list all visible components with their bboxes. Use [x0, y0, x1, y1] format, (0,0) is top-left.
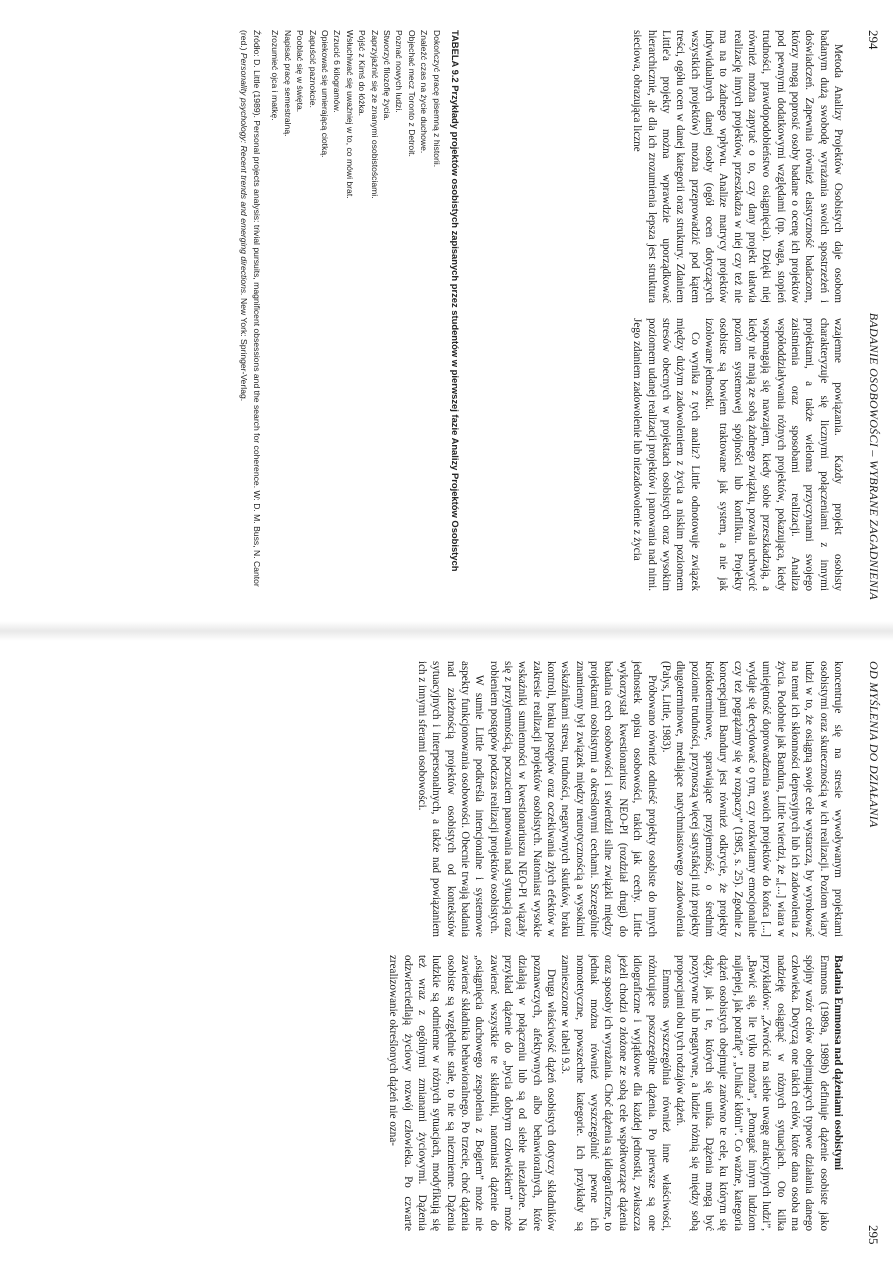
paragraph: Co wynika z tych analiz? Little odnotowuje związek między dużym zadowoleniem z życia a niskim poziomem stresów obecnych w projektach osobistych oraz wysokim poziomem udanej realizacji projektów i panowania nad nimi. Jego zdaniem zadowolenie lub niezadowolenie z życia — [631, 318, 701, 591]
paragraph: Próbowano również odnieść projekty osobiste do innych jednostek opisu osobowości, takich jak cechy. Little wykorzystał kwestionariusz NEO-PI (rozdział drugi) do badania cech osobowości i stwierdził silne związki między projektami osobistymi a określonymi cechami. Szczególnie znamienny był związek między neurotycznością a wysokimi wskaźnikami stresu, trudności, negatywnych skutków, braku kontroli, braku postępów oraz oczekiwania złych efektów w zakresie realizacji projektów osobistych. Natomiast wysokie wskaźniki sumienności w kwestionariuszu NEO-PI wiązały się z przyjemnością, poczuciem panowania nad sytuacją oraz robieniem postępów podczas realizacji projektów osobistych. — [487, 661, 658, 937]
paragraph: koncentruje się na stresie wywoływanym projektami osobistymi oraz skutecznością w ich realizacji. Poziom wiary ludzi w to, że osiągną swoje cele wystarcza, by wyrokować na temat ich skłonności depresyjnych lub ich zadowolenia z życia. Podobnie jak Bandura, Little twierdzi, że „[...] wiara w umiejętność doprowadzenia swoich projektów do końca [...] wydaje się decydować o tym, czy rozkwitamy emocjonalnie czy też pogrążamy się w rozpaczy” (1985, s. 25). Zgodnie z koncepcjami Bandury jest również odkrycie, że projekty krótkoterminowe, sprawiające przyjemność, o średnim poziomie trudności, przynoszą więcej satysfakcji niż projekty długoterminowe, mediające natychmiastowego zadowolenia (Palys, Little, 1983). — [659, 661, 844, 937]
list-item: Zrzucić 6 kilogramów. — [332, 30, 343, 113]
list-item: Zaprzyjaźnić się ze znanymi osobistościami. — [369, 30, 380, 199]
list-item: Stworzyć filozofię życia. — [381, 30, 392, 121]
source-title: Personality psychology: Recent trends and emerging directions. — [239, 52, 250, 296]
list-item: Zapuścić paznokcie. — [307, 30, 318, 108]
section-heading: Badania Emmonsa nad dążeniami osobistymi — [832, 955, 844, 1171]
left-column-1 — [630, 30, 845, 303]
paragraph: Metoda Analizy Projektów Osobistych daje osobom badanym dużą swobodę wyrażania swoich spostrzeżeń i doświadczeń. Zapewnia również elastyczność badaczom, którzy mogą poprosić osoby badane o ocenę ich projektów pod pewnymi dodatkowymi względami (np. waga, stopień trudności, prawdopodobieństwo osiągnięcia). Dzięki niej również można zapytać o to, czy dany projekt ułatwia realizację innych projektów, przeszkadza w niej czy też nie ma na to żadnego wpływu. Analize matrycy projektów indywidualnych danej osoby (ogół ocen dotyczących wszystkich projektów) można przeprowadzić pod kątem treści, ogółu ocen w danej kategorii oraz struktury. Zdaniem Little'a projekty można wprawdzie uporządkować hierarchicznie, ale dla ich zrozumienia lepsza jest struktura sieciowa, obrazująca liczne — [631, 30, 844, 303]
book-gutter — [0, 621, 893, 641]
list-item: Zrozumieć ojca i matkę. — [270, 30, 281, 121]
running-header-right: OD MYŚLENIA DO DZIAŁANIA — [867, 661, 881, 828]
table-caption: TABELA 9.2 Przykłady projektów osobistych zapisanych przez studentów w pierwszej fazie Analizy Projektów Osobistych — [450, 30, 461, 572]
paragraph: wzajemne powiązania. Każdy projekt osobisty charakteryzuje się licznymi połączeniami z innymi projektami, a także wieloma przyczynami swojego zaistnienia oraz sposobami realizacji. Analiza współoddziaływania różnych projektów, pokazująca, kiedy wspomagają się nawzajem, kiedy sobie przeszkadzają, a kiedy nie mają ze sobą żadnego związku, pozwala uchwycić poziom systemowej spójności lub konfliktu. Projekty osobiste są bowiem traktowane jak system, a nie jak izolowane jednostki. — [702, 318, 844, 591]
page-number-right: 295 — [866, 1225, 881, 1245]
source-publisher: New York: Springer-Verlag. — [239, 295, 250, 402]
table-source — [238, 30, 263, 590]
left-column-2 — [630, 318, 845, 591]
paragraph: Emmons wyszczególnia również inne właściwości, różnicujące poszczególne dążenia. Po pierwsze są one idiograficzne i wyjątkowe dla każdej jednostki, zwłaszcza jeżeli chodzi o złożone ze sobą cele współtworzące dążenia oraz sposoby ich wyrażania. Choć dążenia są idiograficzne, to jednak można również wyszczególnić pewne ich nomotetyczne, powszechne kategorie. Ich przykłady są zamieszczone w tabeli 9.3. — [559, 955, 672, 1232]
list-item: Pójść z Kimś do łóżka. — [357, 30, 368, 116]
list-item: Dokończyć pracę pisemną z historii. — [431, 30, 442, 168]
paragraph: Emmons (1989a, 1989b) definiuje dążenie osobiste jako spójny wzór celów obejmujących typowe działania danego człowieka. Dotyczą one takich celów, które dana osoba ma nadzieję osiągnąć w różnych sytuacjach. Oto kilka przykładów: „Zwrócić na siebie uwagę atrakcyjnych ludzi”, „Bawić się, lie tylko można”, „Pomagać innym ludziom najlepiej, jak potrafię”, „Unikać kłótni”. Co ważne, kategoria dążeń osobistych obejmuje zarówno te cele, ku którym się dąży, jak i te, których się unika. Dążenia mogą być pozytywne lub negatywne, a ludzie różnią się między sobą proporcjami obu tych rodzajów dążeń. — [674, 955, 830, 1231]
list-item: Objechać mecz Toronto z Detroit. — [406, 30, 417, 157]
list-item: Wsłuchiwać się uważniej w to, co mówi brat. — [344, 30, 355, 199]
list-item: Napisać pracę semestralną. — [282, 30, 293, 137]
list-item: Poznać nowych ludzi. — [394, 30, 405, 113]
list-item: Pooblać się w święta. — [295, 30, 306, 113]
source-text: Źródło: D. Little (1989). Personal projects analysis: trivial pursuits, magnificent obsessions and the search for coherence. W: D. M. Buss, N. Cantor (red.) — [239, 30, 262, 587]
paragraph: W sumie Little podkreśla intencjonalne i systemowe aspekty funkcjonowania osobowości. Obecnie trwają badania nad zależnością projektów osobistych od kontekstów sytuacyjnych i interpersonalnych, a także nad powiązaniem ich z innymi sferami osobowości. — [416, 661, 486, 937]
right-page — [0, 643, 893, 1263]
left-page — [0, 0, 893, 620]
list-item: Opiekować się umierającą ciotką. — [319, 30, 330, 158]
right-column-2 — [386, 955, 845, 1231]
right-column-1 — [415, 661, 845, 937]
page-number-left: 294 — [866, 30, 881, 50]
table-9-2 — [238, 30, 461, 590]
paragraph: Druga właściwość dążeń osobistych dotyczy składników poznawczych, afektywnych albo behawioralnych, które działają w połączeniu lub są od siebie niezależne. Na przykład dążenie do „bycia dobrym człowiekiem” może zawierać wszystkie te składniki, natomiast dążenie do „osiągnięcia duchowego zespolenia z Bogiem” może nie zawierać składnika behawioralnego. Po trzecie, choć dążenia osobiste są względnie stałe, to nie są niezmienne. Dążenia ludzkie są odmienne w różnych sytuacjach, modyfikują się też wraz z ogólnymi zmianami życiowymi. Dążenia odzwierciedlają życiowy rozwój człowieka. Po czwarte zrealizowanie określonych dążeń nie ozna- — [387, 955, 558, 1231]
list-item: Znaleźć czas na życie duchowe. — [419, 30, 430, 154]
running-header-left: BADANIE OSOBOWOŚCI – WYBRANE ZAGADNIENIA — [867, 312, 881, 600]
